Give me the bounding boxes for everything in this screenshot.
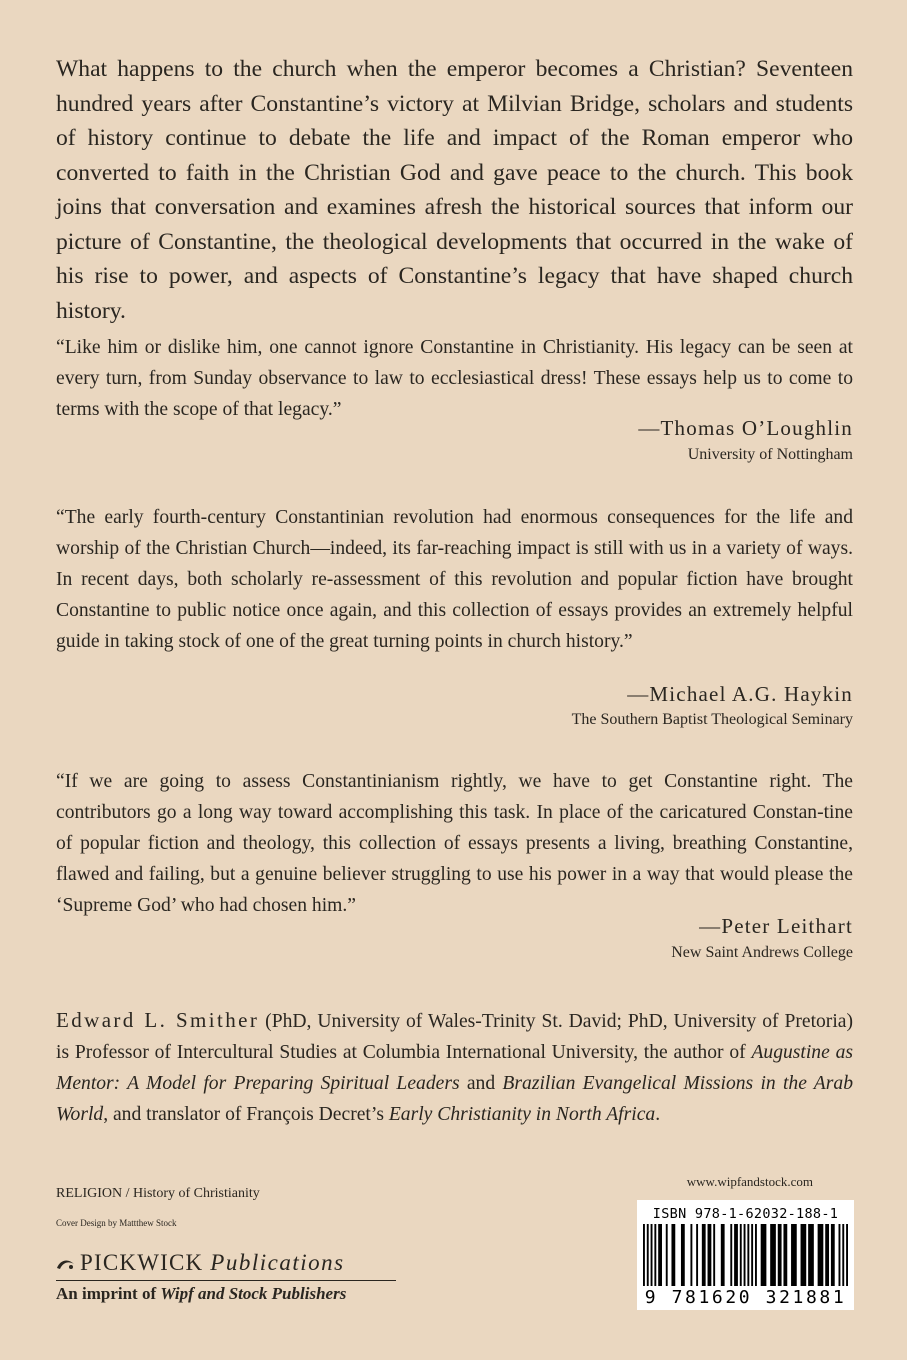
author-bio [56,1005,853,1130]
barcode-bar [755,1224,757,1286]
barcode-bar [801,1224,807,1286]
barcode-bar [747,1224,749,1286]
barcode-bar [702,1224,706,1286]
imprint-prefix: An imprint of [56,1284,161,1303]
bio-text: , and translator of François Decret’s [103,1104,389,1125]
barcode-bar [842,1224,844,1286]
barcode-bar [740,1224,742,1286]
barcode-bar [770,1224,776,1286]
imprint-name: Wipf and Stock Publishers [160,1284,347,1303]
barcode-bar [839,1224,841,1286]
barcode-bar [651,1224,653,1286]
book-title: Early Christianity in North Africa [388,1104,656,1125]
bio-text: and [459,1073,503,1094]
publisher-logo [56,1250,396,1281]
bio-text: (PhD, University of Wales-Trinity St. David; PhD, University of Pretoria) is Professor of Intercultural Studies at Columbia International University, the author of [56,1011,854,1063]
pickwick-swirl-icon [56,1252,76,1278]
endorser-institution-3: New Saint Andrews College [671,944,853,961]
barcode-bar [666,1224,668,1286]
isbn-label: ISBN 978-1-62032-188-1 [652,1206,839,1222]
book-title: Augustine as Mentor: A Model for Preparing Spiritual Leaders [56,1042,854,1094]
barcode-bar [713,1224,715,1286]
endorser-name-3: —Peter Leithart [699,914,853,938]
imprint-line [56,1284,346,1304]
barcode-bar [696,1224,698,1286]
isbn-barcode [637,1200,854,1310]
publisher-website: www.wipfandstock.com [686,1174,813,1189]
barcode-bar [734,1224,738,1286]
barcode-bar [831,1224,835,1286]
barcode-bar [730,1224,732,1286]
cover-design-credit: Cover Design by Mattthew Stock [56,1218,177,1228]
subject-category: RELIGION / History of Christianity [56,1186,260,1201]
endorser-institution-2: The Southern Baptist Theological Seminary [571,711,853,728]
endorsement-quote-3: “If we are going to assess Constantinianism rightly, we have to get Constantine right. The contributors go a long way toward accomplishing this task. In place of the caricatured Constan-tine of popular fiction and theology, this collection of essays presents a living, breathing Constantine, flawed and failing, but a genuine believer struggling to use his power in a way that would please the ‘Supreme God’ who had chosen him.” [56,771,853,916]
barcode-bar [783,1224,787,1286]
endorsement-quote-2: “The early fourth-century Constantinian revolution had enormous consequences for the life and worship of the Christian Church—indeed, its far-reaching impact is still with us in a variety of ways. In recent days, both scholarly re-assessment of this revolution and popular fiction have brought Constantine to public notice once again, and this collection of essays provides an extremely helpful guide in taking stock of one of the great turning points in church history.” [56,507,853,652]
author-name: Edward L. Smither [56,1008,260,1032]
barcode-bar [708,1224,712,1286]
barcode-bar [791,1224,797,1286]
barcode-bar [825,1224,829,1286]
barcode-bar [808,1224,814,1286]
barcode-bar [761,1224,767,1286]
barcode-digits: 9 781620 321881 [644,1287,847,1308]
barcode-bar [658,1224,662,1286]
barcode-bar [681,1224,685,1286]
publisher-name: PICKWICK [80,1250,204,1275]
endorser-name-2: —Michael A.G. Haykin [627,682,853,706]
publisher-name-italic: Publications [210,1250,345,1275]
barcode-bar [778,1224,782,1286]
barcode-bar [744,1224,746,1286]
barcode-bar [643,1224,645,1286]
bio-text: . [655,1104,661,1125]
barcode-bar [671,1224,675,1286]
barcode-bar [690,1224,692,1286]
barcode-bar [721,1224,725,1286]
barcode-bar [846,1224,848,1286]
barcode-bar [751,1224,753,1286]
endorser-name-1: —Thomas O’Loughlin [638,416,853,440]
barcode-bar [654,1224,656,1286]
barcode-bar [818,1224,824,1286]
barcode-bars [643,1224,848,1286]
barcode-bar [647,1224,649,1286]
book-description: What happens to the church when the emperor becomes a Christian? Seventeen hundred years after Constantine’s victory at Milvian Bridge, scholars and students of history continue to debate the life and impact of the Roman emperor who converted to faith in the Christian God and gave peace to the church. This book joins that conversation and examines afresh the historical sources that inform our picture of Constantine, the theological developments that occurred in the wake of his rise to power, and aspects of Constantine’s legacy that have shaped church history. [56,56,853,324]
book-title: Brazilian Evangelical Missions in the Arab World [56,1073,853,1125]
endorsement-quote-1: “Like him or dislike him, one cannot ignore Constantine in Christianity. His legacy can be seen at every turn, from Sunday observance to law to ecclesiastical dress! These essays help us to come to terms with the scope of that legacy.” [56,337,853,420]
endorser-institution-1: University of Nottingham [687,446,853,463]
